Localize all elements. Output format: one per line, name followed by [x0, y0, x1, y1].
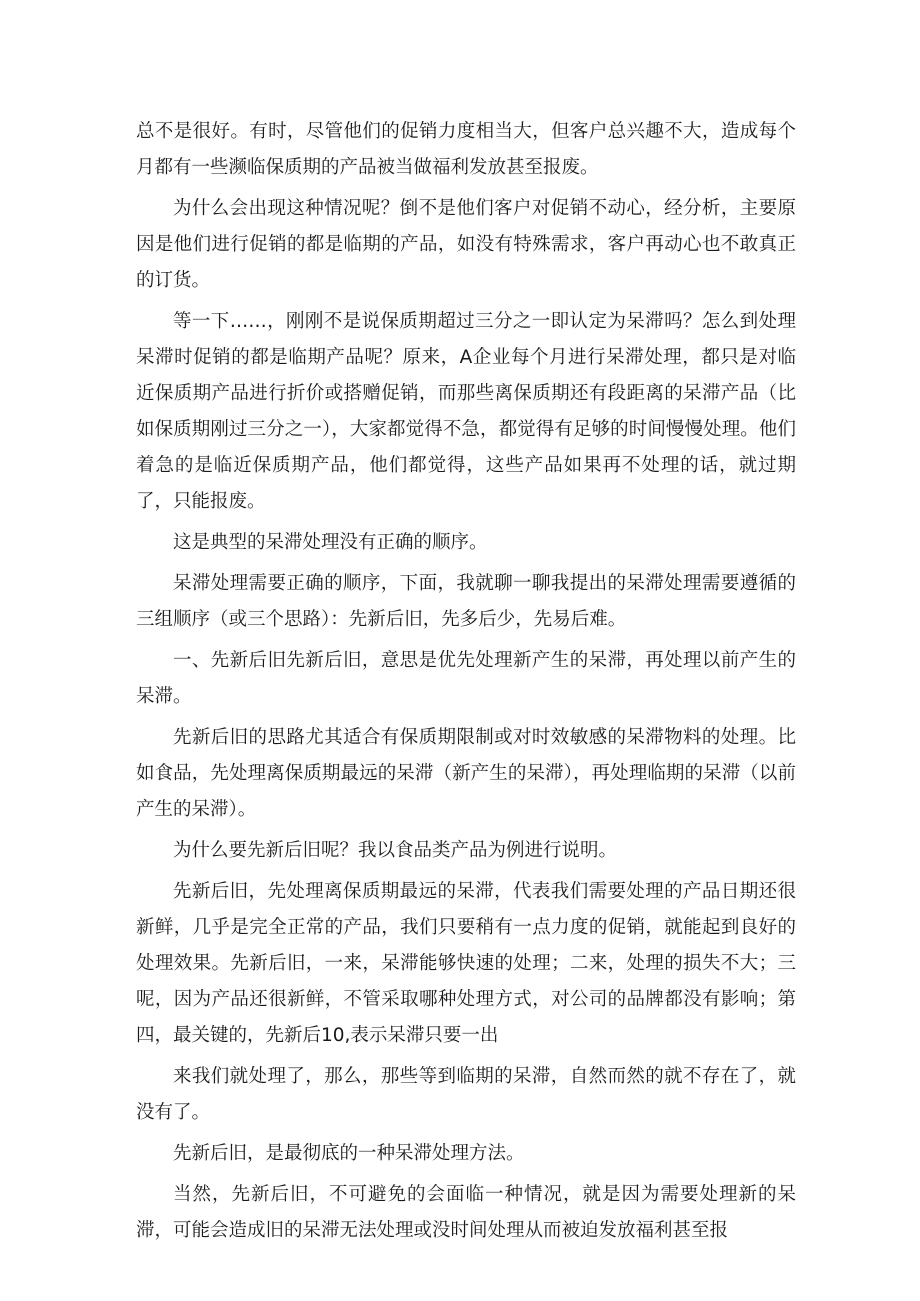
paragraph: 呆滞处理需要正确的顺序，下面，我就聊一聊我提出的呆滞处理需要遵循的三组顺序（或三个思路）：先新后旧，先多后少，先易后难。: [136, 573, 796, 630]
paragraph: 来我们就处理了，那么，那些等到临期的呆滞，自然而然的就不存在了，就没有了。: [136, 1066, 796, 1123]
paragraph: 先新后旧，是最彻底的一种呆滞处理方法。: [173, 1143, 525, 1164]
document-body: [136, 114, 796, 1254]
paragraph: 等一下……，刚刚不是说保质期超过三分之一即认定为呆滞吗？怎么到处理呆滞时促销的都是临期产品呢？原来，A企业每个月进行呆滞处理，都只是对临近保质期产品进行折价或搭赠促销，而那些离保质期还有段距离的呆滞产品（比如保质期刚过三分之一），大家都觉得不急，都觉得有足够的时间慢慢处理。他们着急的是临近保质期产品，他们都觉得，这些产品如果再不处理的话，就过期了，只能报废。: [136, 311, 796, 512]
paragraph: 为什么会出现这种情况呢？倒不是他们客户对促销不动心，经分析，主要原因是他们进行促销的都是临期的产品，如没有特殊需求，客户再动心也不敢真正的订货。: [136, 198, 796, 291]
section-heading-paragraph: 一、先新后旧先新后旧，意思是优先处理新产生的呆滞，再处理以前产生的呆滞。: [136, 650, 796, 707]
paragraph-continuation: 总不是很好。有时，尽管他们的促销力度相当大，但客户总兴趣不大，造成每个月都有一些濒临保质期的产品被当做福利发放甚至报废。: [136, 121, 796, 178]
paragraph: 当然，先新后旧，不可避免的会面临一种情况，就是因为需要处理新的呆滞，可能会造成旧的呆滞无法处理或没时间处理从而被迫发放福利甚至报: [136, 1184, 796, 1241]
paragraph: 这是典型的呆滞处理没有正确的顺序。: [173, 532, 488, 553]
paragraph: 为什么要先新后旧呢？我以食品类产品为例进行说明。: [173, 840, 618, 861]
paragraph: 先新后旧，先处理离保质期最远的呆滞，代表我们需要处理的产品日期还很新鲜，几乎是完全正常的产品，我们只要稍有一点力度的促销，就能起到良好的处理效果。先新后旧，一来，呆滞能够快速的处理；二来，处理的损失不大；三呢，因为产品还很新鲜，不管采取哪种处理方式，对公司的品牌都没有影响；第四，最关键的，先新后10,表示呆滞只要一出: [136, 881, 796, 1046]
paragraph: 先新后旧的思路尤其适合有保质期限制或对时效敏感的呆滞物料的处理。比如食品，先处理离保质期最远的呆滞（新产生的呆滞），再处理临期的呆滞（以前产生的呆滞）。: [136, 727, 796, 820]
